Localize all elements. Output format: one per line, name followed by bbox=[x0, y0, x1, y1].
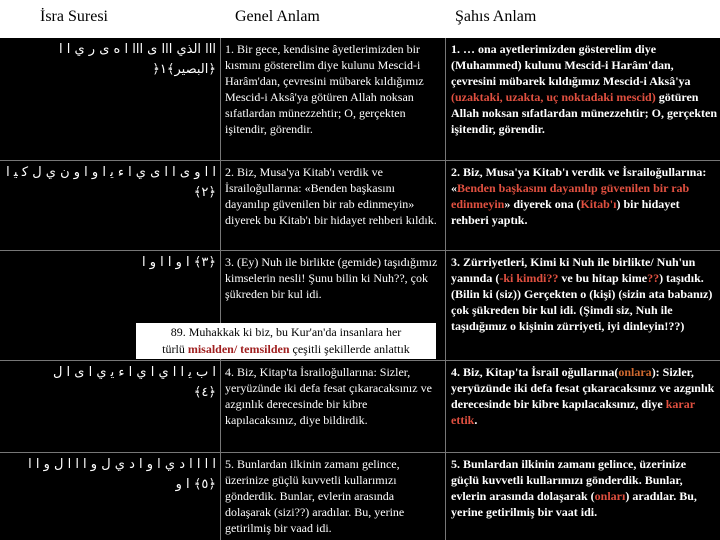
text-part: ?? bbox=[647, 271, 660, 285]
general-meaning-3: 3. (Ey) Nuh ile birlikte (gemide) taşıdığımız kimselerin nesli! Şunu bilin ki Nuh??, çok şükreden bir kul idi. bbox=[225, 255, 438, 301]
personal-meaning-1 bbox=[451, 41, 717, 159]
text-part: karar bbox=[665, 397, 695, 411]
arabic-verse-1: ﺍﺍﺍ ﺍﻟﺬﻱ ﺍﺍﺍ ﻯ ﺍﺍﺍ ﺍ ﻩ ﻯ ﺭ ﻱ ﺍ ﺍ ﴿ﺍﻟﺒﺼﻴﺮ﴾١﴿ bbox=[59, 42, 216, 77]
text-part: 2. Biz, Musa'ya Kitab'ı verdik ve İsrailoğullarına: « bbox=[451, 165, 707, 195]
text-part: 4. Biz, Kitap'ta İsrail oğullarına( bbox=[451, 365, 619, 379]
text-part: 5. Bunlardan ilkinin zamanı gelince, üzerinize güçlü kuvvetli kullarımızı gönderdik. Bunlar, evlerin arasında dolaşarak ( bbox=[451, 457, 687, 503]
general-meaning-2: 2. Biz, Musa'ya Kitab'ı verdik ve İsrailoğullarına: «Benden başkasını dayanılıp güvenilen bir rab edinmeyin» diyerek bu Kitab'ı bir hidayet rehberi kıldık. bbox=[225, 165, 437, 227]
text-part: Benden başkasını dayanılıp güvenilen bir rab edinmeyin bbox=[451, 181, 690, 211]
text-part: . bbox=[474, 413, 478, 427]
text-part: ): Sizler, yeryüzünde iki defa fesat çıkaracaksınız ve azgınlık derecesinde bir kibre kapılacaksınız, diye bbox=[451, 365, 715, 411]
text-part: ) bir hidayet rehberi yaptık. bbox=[451, 197, 680, 227]
row-divider bbox=[0, 160, 720, 161]
row-divider bbox=[0, 360, 720, 361]
text-part: ) taşıdık. (Bilin ki (siz)) Gerçekten o (kişi) (sizin ata babanız) çok şükreden bir kul idi. (Şimdi siz, Nuh ile taşıdığımız o kişinin zürriyeti, iyi dinleyin!??) bbox=[451, 271, 713, 333]
header-isra-suresi: İsra Suresi bbox=[40, 8, 108, 25]
text-part: ettik bbox=[451, 413, 475, 427]
arabic-verse-4: ﺍ ﺏ ﻳ ﺍ ﺍ ﻱ ﺍ ﻱ ﺍ ﺀ ﻳ ﻱ ﺍ ﻯ ﺍ ﻝ ﴿٤﴾ bbox=[52, 365, 216, 400]
column-divider bbox=[220, 38, 221, 540]
overlay-verse-note: 89. Muhakkak ki biz, bu Kur'an'da insanlara her türlü misalden/ temsilden çeşitli şekillerde anlattık bbox=[136, 323, 436, 359]
text-part: ve bu hitap kime bbox=[558, 271, 648, 285]
personal-meaning-4 bbox=[451, 364, 717, 450]
general-meaning-1: 1. Bir gece, kendisine âyetlerimizden bir kısmını gösterelim diye kulunu Mescid-i Harâm'dan, çevresini mübarek kıldığımız Mescid-i Aksâ'ya götüren Allah noksan sıfatlardan münezzehtir; O, gerçekten işitendir, görendir. bbox=[225, 42, 424, 136]
row-divider bbox=[0, 452, 720, 453]
text-part: (uzaktaki, uzakta, uç noktadaki mescid) bbox=[451, 90, 656, 104]
arabic-verse-5: ﺍ ﺍ ﺍ ﺍ ﺩ ﻱ ﺍ ﻭ ﺍ ﺩ ﻱ ﻝ ﻭ ﺍ ﺍ ﺍ ﻝ ﻭ ﺍ ﺍ ﴿٥﴾ ﺍ ﻭ bbox=[28, 457, 216, 492]
text-part: onlara bbox=[618, 365, 652, 379]
text-part: » diyerek ona ( bbox=[504, 197, 581, 211]
text-part: götüren Allah noksan sıfatlardan münezzehtir; O, gerçekten işitendir, görendir. bbox=[451, 90, 717, 136]
text-part: onları bbox=[594, 489, 626, 503]
text-part: 1. … ona ayetlerimizden gösterelim diye (Muhammed) kulunu Mescid-i Harâm'dan, çevresini mübarek kıldığımız Mescid-i Aksâ'ya bbox=[451, 42, 691, 88]
general-meaning-5: 5. Bunlardan ilkinin zamanı gelince, üzerinize güçlü kuvvetli kullarımızı gönderdik. Bunlar, evlerin arasında dolaşarak (sizi??) aradılar. Bu, yerine getirilmiş bir vaad idi. bbox=[225, 457, 405, 535]
header-sahis-anlam: Şahıs Anlam bbox=[455, 8, 537, 25]
personal-meaning-3 bbox=[451, 254, 717, 358]
row-divider bbox=[0, 250, 720, 251]
text-part: 3. Zürriyetleri, Kimi ki Nuh ile birlikte/ Nuh'un yanında ( bbox=[451, 255, 696, 285]
text-part: Kitab'ı bbox=[580, 197, 617, 211]
arabic-verse-3: ﴿٣﴾ ﺍ ﻭ ﺍ ﺍ ﻭ ﺍ bbox=[141, 255, 216, 270]
text-part: ) aradılar. Bu, yerine getirilmiş bir vaat idi. bbox=[451, 489, 697, 519]
table-header bbox=[0, 0, 720, 38]
general-meaning-4: 4. Biz, Kitap'ta İsrailoğullarına: Sizler, yeryüzünde iki defa fesat çıkaracaksınız ve azgınlık derecesinde bir kibre kapılacaksınız, diye bildirdik. bbox=[225, 365, 432, 427]
header-genel-anlam: Genel Anlam bbox=[235, 8, 320, 25]
text-part: -ki kimdi?? bbox=[499, 271, 559, 285]
arabic-verse-2: ﺍ ﺍ ﻭ ﻯ ﺍ ﺍ ﻯ ﻱ ﺍ ﺀ ﻳ ﺍ ﻭ ﺍ ﻭ ﻥ ﻱ ﻝ ﻛ ﻴ ﺍ ﴿٢﴾ bbox=[6, 165, 216, 200]
personal-meaning-5 bbox=[451, 456, 717, 538]
personal-meaning-2 bbox=[451, 164, 717, 248]
column-divider bbox=[445, 38, 446, 540]
